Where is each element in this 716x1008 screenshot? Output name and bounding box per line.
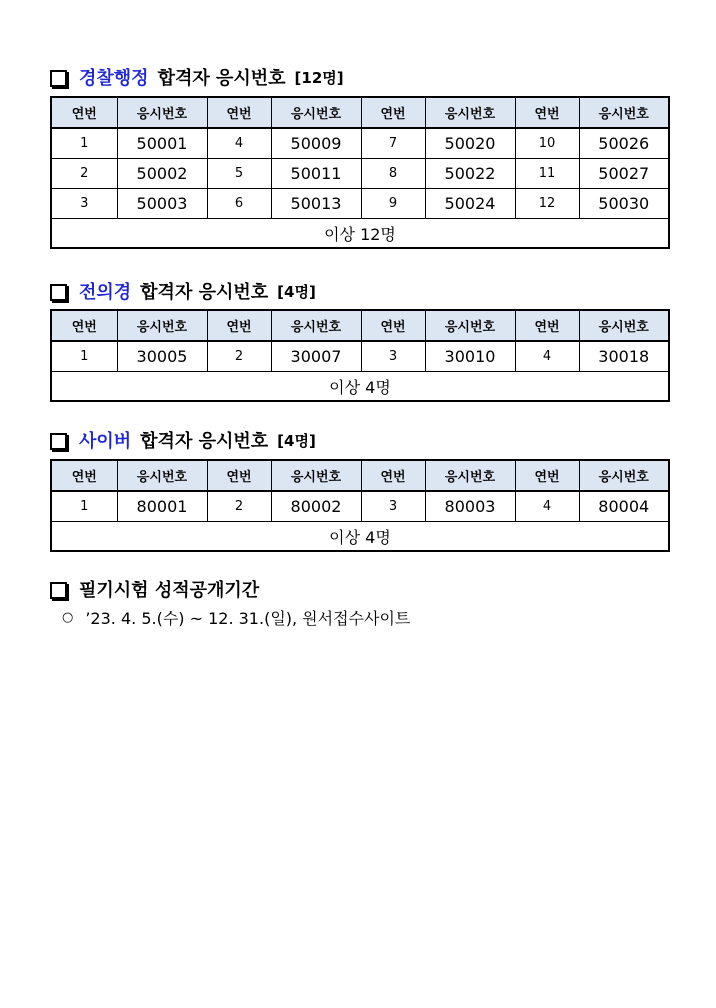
section-highlight: 사이버: [79, 431, 132, 452]
table-row: [51, 159, 669, 189]
table-header-row: [51, 97, 669, 128]
total-count: 이상 4명: [51, 522, 669, 552]
cell-no: 2: [207, 491, 271, 522]
cell-exam: 50022: [425, 159, 515, 189]
circle-bullet-icon: ○: [62, 610, 74, 625]
header-exam: 응시번호: [117, 97, 207, 128]
cell-exam: 50011: [271, 159, 361, 189]
header-exam: 응시번호: [579, 460, 669, 491]
cell-exam: 50027: [579, 159, 669, 189]
cell-exam: 50002: [117, 159, 207, 189]
cell-no: 1: [51, 491, 117, 522]
cell-exam: 80004: [579, 491, 669, 522]
header-exam: 응시번호: [425, 460, 515, 491]
cell-no: 3: [361, 341, 425, 372]
cell-no: 10: [515, 128, 579, 159]
total-count: 이상 12명: [51, 219, 669, 249]
cell-no: 4: [207, 128, 271, 159]
header-no: 연번: [361, 310, 425, 341]
header-no: 연번: [207, 97, 271, 128]
cell-no: 9: [361, 189, 425, 219]
header-no: 연번: [51, 460, 117, 491]
cell-exam: 80001: [117, 491, 207, 522]
score-section-title: 필기시험 성적공개기간: [79, 580, 260, 601]
header-no: 연번: [207, 460, 271, 491]
table-row: [51, 189, 669, 219]
section-highlight: 전의경: [79, 282, 132, 303]
cell-no: 1: [51, 341, 117, 372]
cell-no: 4: [515, 491, 579, 522]
cell-exam: 50026: [579, 128, 669, 159]
header-no: 연번: [515, 310, 579, 341]
checkbox-square-icon: [50, 582, 67, 599]
cell-no: 7: [361, 128, 425, 159]
section-count: [4명]: [277, 431, 316, 450]
cell-no: 8: [361, 159, 425, 189]
header-no: 연번: [207, 310, 271, 341]
cell-exam: 50001: [117, 128, 207, 159]
total-count: 이상 4명: [51, 372, 669, 402]
section-label: 합격자 응시번호: [140, 431, 269, 452]
header-exam: 응시번호: [579, 97, 669, 128]
cell-no: 12: [515, 189, 579, 219]
header-no: 연번: [51, 310, 117, 341]
cell-exam: 80002: [271, 491, 361, 522]
checkbox-square-icon: [50, 70, 67, 87]
section-title-score-disclosure: [50, 576, 259, 602]
table-row: [51, 491, 669, 522]
results-table-police-admin: [50, 96, 670, 249]
cell-exam: 80003: [425, 491, 515, 522]
checkbox-square-icon: [50, 433, 67, 450]
cell-no: 6: [207, 189, 271, 219]
table-total-row: [51, 372, 669, 402]
results-table-conscript-police: [50, 309, 670, 402]
header-exam: 응시번호: [425, 97, 515, 128]
header-no: 연번: [515, 97, 579, 128]
cell-no: 11: [515, 159, 579, 189]
header-exam: 응시번호: [117, 460, 207, 491]
section-count: [12명]: [294, 68, 344, 87]
cell-no: 3: [51, 189, 117, 219]
table-header-row: [51, 310, 669, 341]
cell-exam: 50030: [579, 189, 669, 219]
cell-exam: 50020: [425, 128, 515, 159]
checkbox-square-icon: [50, 284, 67, 301]
section-label: 합격자 응시번호: [140, 282, 269, 303]
header-exam: 응시번호: [271, 310, 361, 341]
table-total-row: [51, 522, 669, 552]
results-table-cyber: [50, 459, 670, 552]
header-no: 연번: [361, 460, 425, 491]
header-no: 연번: [51, 97, 117, 128]
header-exam: 응시번호: [271, 460, 361, 491]
section-title-conscript-police: [50, 278, 316, 304]
cell-no: 3: [361, 491, 425, 522]
header-exam: 응시번호: [425, 310, 515, 341]
cell-no: 2: [51, 159, 117, 189]
table-row: [51, 341, 669, 372]
cell-exam: 30010: [425, 341, 515, 372]
cell-exam: 30005: [117, 341, 207, 372]
table-total-row: [51, 219, 669, 249]
header-exam: 응시번호: [271, 97, 361, 128]
section-count: [4명]: [277, 282, 316, 301]
table-header-row: [51, 460, 669, 491]
score-period-text: ’23. 4. 5.(수) ~ 12. 31.(일), 원서접수사이트: [85, 609, 411, 628]
score-period-line: [62, 606, 410, 629]
cell-no: 4: [515, 341, 579, 372]
cell-exam: 50009: [271, 128, 361, 159]
cell-exam: 30018: [579, 341, 669, 372]
header-no: 연번: [515, 460, 579, 491]
section-label: 합격자 응시번호: [157, 68, 286, 89]
table-row: [51, 128, 669, 159]
cell-exam: 50013: [271, 189, 361, 219]
cell-no: 5: [207, 159, 271, 189]
header-exam: 응시번호: [117, 310, 207, 341]
cell-no: 1: [51, 128, 117, 159]
section-highlight: 경찰행정: [79, 68, 149, 89]
cell-exam: 50024: [425, 189, 515, 219]
header-no: 연번: [361, 97, 425, 128]
section-title-cyber: [50, 427, 316, 453]
cell-exam: 30007: [271, 341, 361, 372]
cell-no: 2: [207, 341, 271, 372]
header-exam: 응시번호: [579, 310, 669, 341]
section-title-police-admin: [50, 64, 344, 90]
cell-exam: 50003: [117, 189, 207, 219]
